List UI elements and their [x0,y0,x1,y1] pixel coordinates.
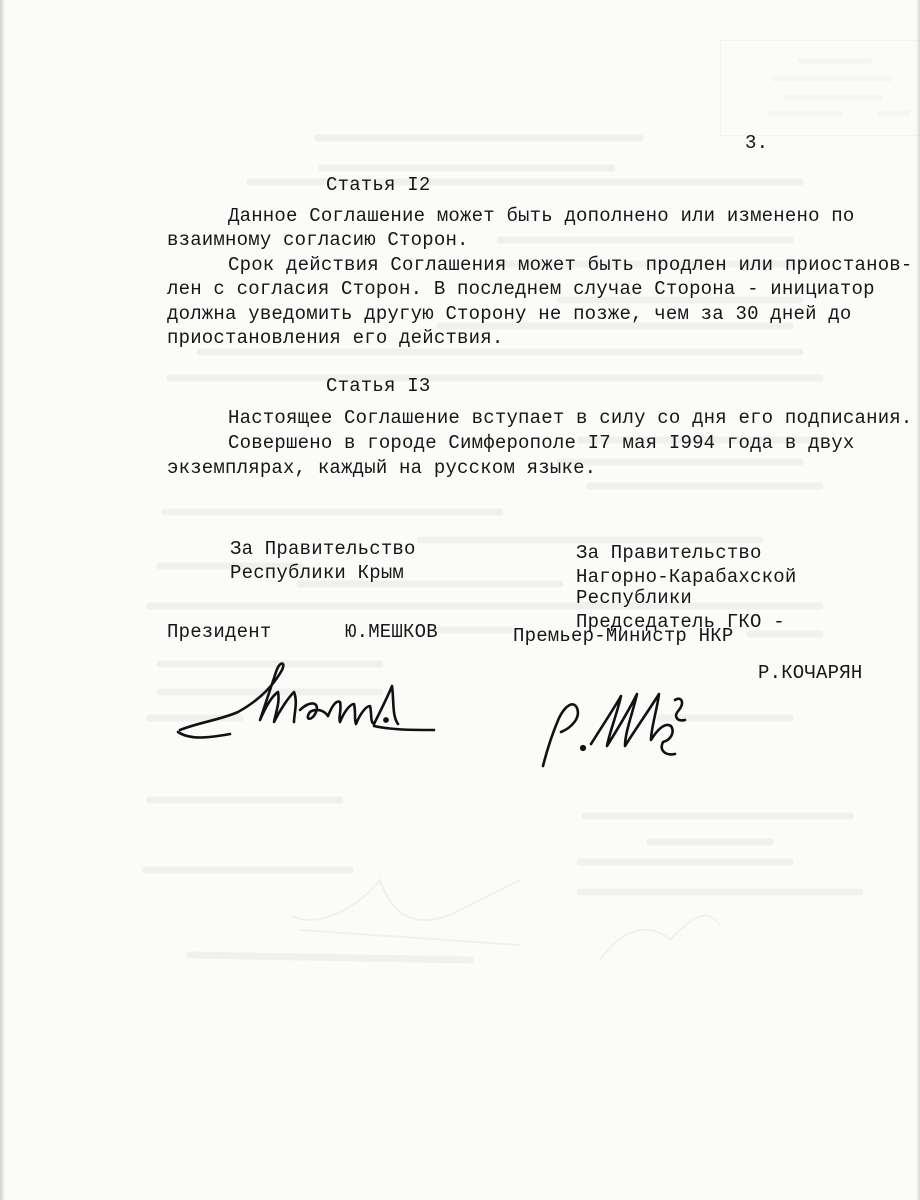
article-12-line-2: взаимному согласию Сторон. [167,229,469,251]
left-party-title: Президент [167,621,272,643]
right-party-line-4: Председатель ГКО - [576,611,785,633]
page-left-edge [0,0,5,1200]
meshkov-signature [160,650,440,750]
article-12-heading: Статья I2 [326,174,431,196]
left-party-line-2: Республики Крым [230,562,405,584]
article-12-line-5: должна уведомить другую Сторону не позже, чем за 30 дней до [167,303,852,325]
left-party-name: Ю.МЕШКОВ [345,621,438,643]
article-13-line-3: экземплярах, каждый на русском языке. [167,457,597,479]
article-13-line-1: Настоящее Соглашение вступает в силу со дня его подписания. [228,407,913,429]
article-12-line-1: Данное Соглашение может быть дополнено или изменено по [228,205,855,227]
right-party-line-2: Нагорно-Карабахской [576,566,797,588]
article-12-line-3: Срок действия Соглашения может быть продлен или приостанов- [228,254,913,276]
right-party-name: Р.КОЧАРЯН [758,662,863,684]
right-party-line-1: За Правительство [576,542,762,564]
page-number: 3. [745,132,769,154]
article-12-line-6: приостановления его действия. [167,327,504,349]
kocharyan-signature [525,670,705,780]
article-13-line-2: Совершено в городе Симферополе I7 мая I994 года в двух [228,432,855,454]
article-13-heading: Статья I3 [326,375,431,397]
left-party-line-1: За Правительство [230,538,416,560]
right-party-line-3: Республики [576,587,693,609]
article-12-line-4: лен с согласия Сторон. В последнем случае Сторона - инициатор [167,278,875,300]
page-right-edge [916,0,920,1200]
faint-registration-stamp [720,40,920,136]
right-party-line-5: Премьер-Министр НКР [513,625,734,647]
